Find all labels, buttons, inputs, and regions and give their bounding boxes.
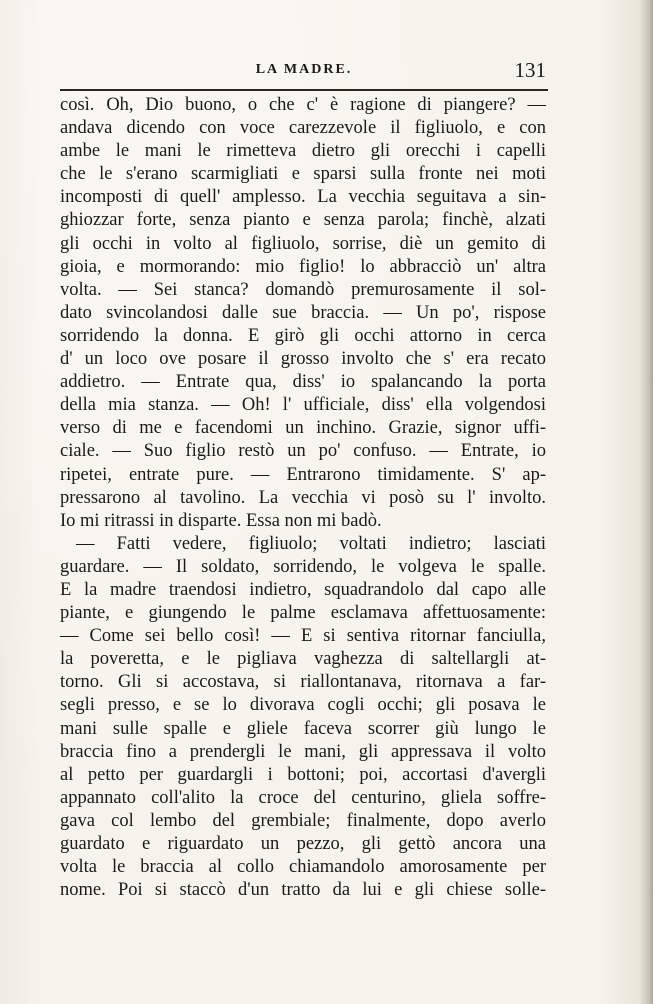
text-line: nome. Poi si staccò d'un tratto da lui e gli chiese solle- [60,880,546,901]
page-edge-shadow [639,0,653,1004]
text-line: Io mi ritrassi in disparte. Essa non mi badò. [60,510,382,531]
text-line: piante, e giungendo le palme esclamava affettuosamente: [60,603,546,624]
text-line: gli occhi in volto al figliuolo, sorrise, diè un gemito di [60,233,546,254]
text-line: pressarono al tavolino. La vecchia vi posò su l' involto. [60,487,546,508]
text-line: torno. Gli si accostava, si riallontanava, ritornava a far- [60,672,546,693]
text-line: ciale. — Suo figlio restò un po' confuso. — Entrate, io [60,441,546,462]
text-line: appannato coll'alito la croce del centurino, gliela soffre- [60,787,546,808]
text-line: sorridendo la donna. E girò gli occhi attorno in cerca [60,325,546,346]
text-line: volta le braccia al collo chiamandolo amorosamente per [60,857,546,878]
text-line: la poveretta, e le pigliava vaghezza di saltellargli at- [60,649,546,670]
header-rule [60,89,548,91]
text-line: gioia, e mormorando: mio figlio! lo abbracciò un' altra [60,256,546,277]
text-line: che le s'erano scarmigliati e sparsi sulla fronte nei moti [60,164,546,185]
text-line: volta. — Sei stanca? domandò premurosamente il sol- [60,279,546,300]
text-line: E la madre traendosi indietro, squadrandolo dal capo alle [60,579,546,600]
body-text [60,94,546,902]
text-line: gava col lembo del grembiale; finalmente, dopo averlo [60,810,546,831]
text-line: ghiozzar forte, senza pianto e senza parola; finchè, alzati [60,210,546,231]
text-line: della mia stanza. — Oh! l' ufficiale, diss' ella volgendosi [60,395,546,416]
text-line: addietro. — Entrate qua, diss' io spalancando la porta [60,372,546,393]
text-line: ripetei, entrate pure. — Entrarono timidamente. S' ap- [60,464,546,485]
page-header [60,58,548,86]
text-line: segli presso, e se lo divorava cogli occhi; gli posava le [60,695,546,716]
text-line: guardare. — Il soldato, sorridendo, le volgeva le spalle. [60,556,546,577]
running-title: LA MADRE. [255,62,353,77]
text-line: — Come sei bello così! — E si sentiva ritornar fanciulla, [60,626,546,647]
text-line: incomposti di quell' amplesso. La vecchia seguitava a sin- [60,187,546,208]
text-line: andava dicendo con voce carezzevole il figliuolo, e con [60,118,546,139]
text-line: verso di me e facendomi un inchino. Grazie, signor uffi- [60,418,546,439]
text-line: braccia fino a prendergli le mani, gli appressava il volto [60,741,546,762]
text-line: mani sulle spalle e gliele faceva scorrer giù lungo le [60,718,546,739]
text-line: ambe le mani le rimetteva dietro gli orecchi i capelli [60,141,546,162]
text-line: — Fatti vedere, figliuolo; voltati indietro; lasciati [76,533,546,554]
text-line: d' un loco ove posare il grosso involto che s' era recato [60,349,546,370]
text-line: al petto per guardargli i bottoni; poi, accortasi d'avergli [60,764,546,785]
text-line: dato svincolandosi dalle sue braccia. — Un po', rispose [60,302,546,323]
text-line: guardato e riguardato un pezzo, gli gettò ancora una [60,834,546,854]
page-number: 131 [514,58,546,82]
text-line: così. Oh, Dio buono, o che c' è ragione di piangere? — [60,95,546,115]
